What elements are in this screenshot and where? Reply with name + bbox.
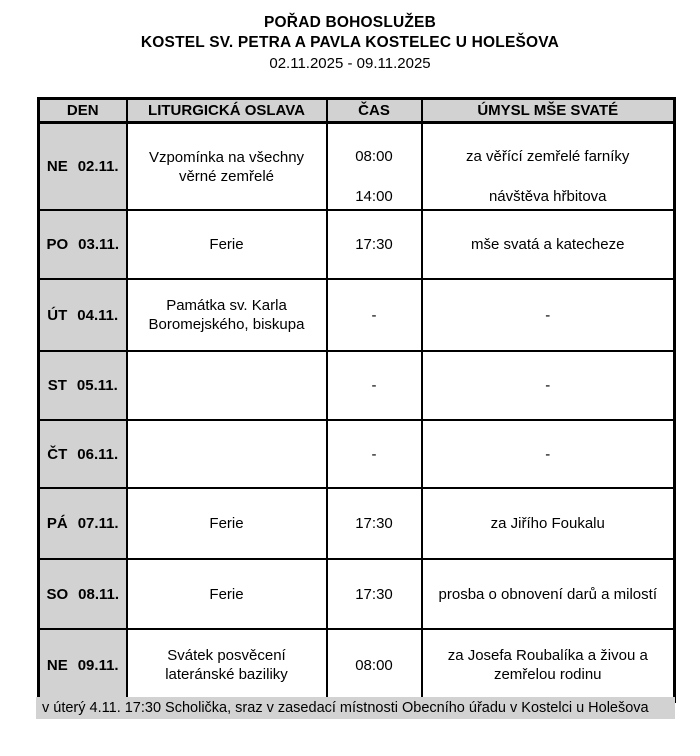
table-header-row xyxy=(39,99,675,123)
time-value: - xyxy=(371,445,377,463)
page-subtitle: KOSTEL SV. PETRA A PAVLA KOSTELEC U HOLEŠOVA xyxy=(140,34,560,51)
intention-cell xyxy=(422,420,675,488)
celebration-cell xyxy=(127,210,327,279)
day-cell xyxy=(39,629,127,702)
day-cell xyxy=(39,210,127,279)
table-row xyxy=(39,559,675,629)
day-cell xyxy=(39,123,127,211)
table-row xyxy=(39,629,675,702)
column-header-time: ČAS xyxy=(327,99,422,123)
column-header-celebration: LITURGICKÁ OSLAVA xyxy=(127,99,327,123)
intention-cell xyxy=(422,559,675,629)
table-row xyxy=(39,488,675,559)
time-cell xyxy=(327,123,422,211)
celebration-cell xyxy=(127,629,327,702)
time-value: - xyxy=(371,377,377,394)
intention-text: návštěva hřbitova xyxy=(488,187,607,205)
day-label: SO xyxy=(46,585,69,603)
time-cell xyxy=(327,279,422,351)
time-cell xyxy=(327,420,422,488)
celebration-cell xyxy=(127,488,327,559)
document-header xyxy=(0,13,700,74)
intention-cell xyxy=(422,123,675,211)
celebration-text: Svátek posvěcení lateránské baziliky xyxy=(165,647,288,683)
day-cell xyxy=(39,420,127,488)
time-value: 17:30 xyxy=(355,585,393,603)
day-cell xyxy=(39,279,127,351)
spacer xyxy=(328,127,421,147)
intention-text: mše svatá a katecheze xyxy=(471,236,625,253)
day-label: PÁ xyxy=(46,515,68,532)
column-header-intention: ÚMYSL MŠE SVATÉ xyxy=(422,99,675,123)
intention-cell xyxy=(422,279,675,351)
date-label: 02.11. xyxy=(77,158,119,175)
date-label: 03.11. xyxy=(78,236,120,253)
intention-text: za Jiřího Foukalu xyxy=(490,515,605,532)
day-label: ÚT xyxy=(47,306,68,324)
celebration-cell xyxy=(127,420,327,488)
date-label: 05.11. xyxy=(76,377,118,394)
day-label: ČT xyxy=(47,445,68,463)
time-value: 17:30 xyxy=(355,515,393,532)
intention-cell xyxy=(422,210,675,279)
celebration-cell xyxy=(127,123,327,211)
time-cell xyxy=(327,629,422,702)
date-label: 04.11. xyxy=(77,306,119,324)
date-label: 06.11. xyxy=(77,445,119,463)
table-row xyxy=(39,351,675,420)
day-cell xyxy=(39,351,127,420)
spacer xyxy=(423,167,674,187)
spacer xyxy=(423,127,674,147)
celebration-cell xyxy=(127,279,327,351)
celebration-cell xyxy=(127,559,327,629)
intention-cell xyxy=(422,629,675,702)
day-cell xyxy=(39,559,127,629)
celebration-text: Památka sv. Karla Boromejského, biskupa xyxy=(148,297,305,333)
page-title: POŘAD BOHOSLUŽEB xyxy=(264,14,436,31)
celebration-text: Ferie xyxy=(209,236,244,253)
footer-note: v úterý 4.11. 17:30 Scholička, sraz v zasedací místnosti Obecního úřadu v Kostelci u Holešova xyxy=(36,697,675,719)
intention-text: za Josefa Roubalíka a živou a zemřelou rodinu xyxy=(447,647,648,683)
time-value: 14:00 xyxy=(355,187,393,205)
intention-text: za věřící zemřelé farníky xyxy=(466,147,630,165)
table-row xyxy=(39,123,675,211)
spacer xyxy=(328,167,421,187)
date-range: 02.11.2025 - 09.11.2025 xyxy=(269,55,431,72)
time-value: 17:30 xyxy=(355,236,393,253)
schedule-table xyxy=(37,97,676,703)
day-cell xyxy=(39,488,127,559)
day-label: PO xyxy=(46,236,69,253)
celebration-text: Ferie xyxy=(209,515,244,532)
time-value: 08:00 xyxy=(355,656,393,674)
intention-cell xyxy=(422,351,675,420)
time-cell xyxy=(327,210,422,279)
intention-cell xyxy=(422,488,675,559)
time-cell xyxy=(327,488,422,559)
time-value: - xyxy=(371,306,377,324)
time-cell xyxy=(327,351,422,420)
day-label: NE xyxy=(46,158,68,175)
date-label: 08.11. xyxy=(78,585,120,603)
intention-text: - xyxy=(545,306,551,324)
intention-text: - xyxy=(545,377,551,394)
table-row xyxy=(39,210,675,279)
date-label: 07.11. xyxy=(77,515,119,532)
intention-text: prosba o obnovení darů a milostí xyxy=(438,585,657,603)
day-label: NE xyxy=(46,656,68,674)
table-row xyxy=(39,279,675,351)
column-header-day: DEN xyxy=(39,99,127,123)
celebration-text: Ferie xyxy=(209,585,244,603)
time-cell xyxy=(327,559,422,629)
table-row xyxy=(39,420,675,488)
day-label: ST xyxy=(47,377,67,394)
celebration-cell xyxy=(127,351,327,420)
date-label: 09.11. xyxy=(77,656,119,674)
time-value: 08:00 xyxy=(355,147,393,165)
celebration-text: Vzpomínka na všechny věrné zemřelé xyxy=(148,148,305,185)
intention-text: - xyxy=(545,445,551,463)
